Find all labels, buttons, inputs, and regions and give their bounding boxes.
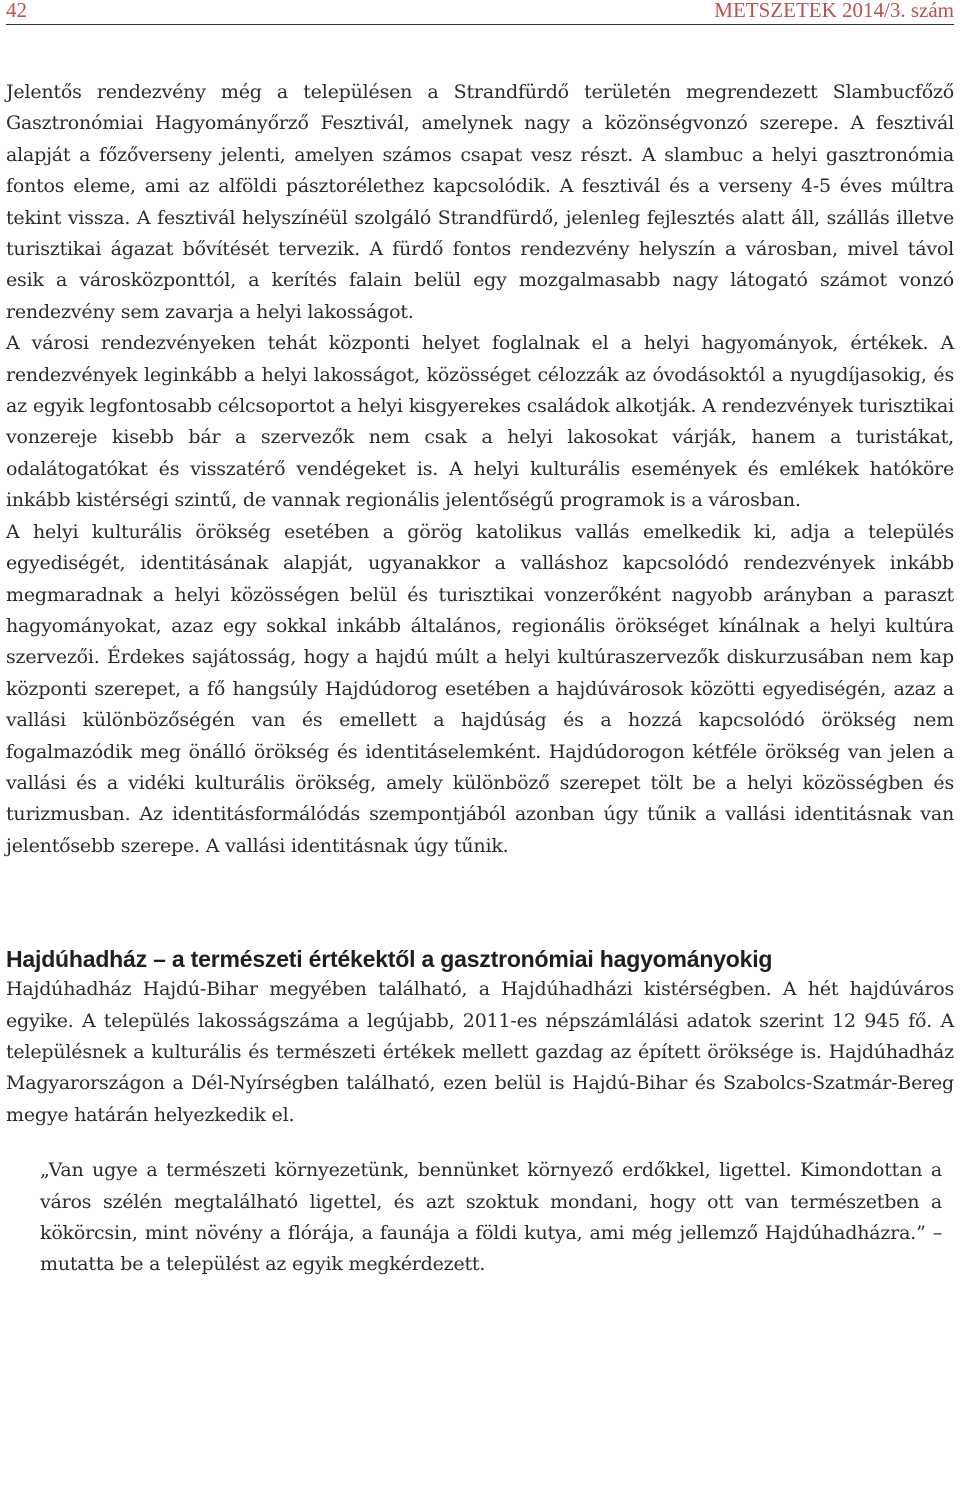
paragraph-cultural-heritage: A helyi kulturális örökség esetében a görög katolikus vallás emelkedik ki, adja a település egyediségét, identitásának alapját, ugyanakkor a valláshoz kapcsolódó rendezvények inkább megmaradnak a helyi közösségen belül és turisztikai vonzerőként nagyobb arányban a paraszt hagyományokat, azaz egy sokkal inkább általános, regionális örökséget kínálnak a helyi kultúra szervezői. Érdekes sajátosság, hogy a hajdú múlt a helyi kultúraszervezők diskurzusában nem kap központi szerepet, a fő hangsúly Hajdúdorog esetében a hajdúvárosok közötti egyediségén, azaz a vallási különbözőségén van és emellett a hajdúság és a hozzá kapcsolódó örökség nem fogalmazódik meg önálló örökség és identitáselemként. Hajdúdorogon kétféle örökség van jelen a vallási és a vidéki kulturális örökség, amely különböző szerepet tölt be a helyi közösségben és turizmusban. Az identitásformálódás szempontjából azonban úgy tűnik a vallási identitásnak van jelentősebb szerepe. A vallási identitásnak úgy tűnik.: [6, 520, 954, 857]
section-heading: Hajdúhadház – a természeti értékektől a gasztronómiai hagyományokig: [6, 946, 773, 973]
paragraph-city-events: A városi rendezvényeken tehát központi helyet foglalnak el a helyi hagyományok, értékek. A rendezvények leginkább a helyi lakosságot, közösséget célozzák az óvodásoktól a nyugdíjasokig, és az egyik legfontosabb célcsoportot a helyi kisgyerekes családok alkotják. A rendezvények turisztikai vonzereje kisebb bár a szervezők nem csak a helyi lakosokat várják, hanem a turistákat, odalátogatókat és visszatérő vendégeket is. A helyi kulturális események és emlékek hatóköre inkább kistérségi szintű, de vannak regionális jelentőségű programok is a városban.: [6, 332, 954, 512]
paragraph-hajduhadhaz-intro: Hajdúhadház Hajdú-Bihar megyében található, a Hajdúhadházi kistérségben. A hét hajdúváros egyike. A település lakosságszáma a legújabb, 2011-es népszámlálási adatok szerint 12 945 fő. A településnek a kulturális és természeti értékek mellett gazdag az épített öröksége is. Hajdúhadház Magyarországon a Dél-Nyírségben található, ezen belül is Hajdú-Bihar és Szabolcs-Szatmár-Bereg megye határán helyezkedik el.: [6, 978, 954, 1126]
running-header: [6, 0, 954, 25]
paragraph-festival: Jelentős rendezvény még a településen a Strandfürdő területén megrendezett Slambucfőző Gasztronómiai Hagyományőrző Fesztivál, amelynek nagy a közönségvonzó szerepe. A fesztivál alapját a főzőverseny jelenti, amelyen számos csapat vesz részt. A slambuc a helyi gasztronómia fontos eleme, ami az alföldi pásztorélethez kapcsolódik. A fesztivál és a verseny 4-5 éves múltra tekint vissza. A fesztivál helyszínéül szolgáló Strandfürdő, jelenleg fejlesztés alatt áll, szállás illetve turisztikai ágazat bővítését tervezik. A fürdő fontos rendezvény helyszín a városban, mivel távol esik a városközponttól, a kerítés falain belül egy mozgalmasabb nagy látogató számot vonzó rendezvény sem zavarja a helyi lakosságot.: [6, 81, 954, 323]
article-body: [6, 77, 954, 1131]
page-number: 42: [6, 0, 27, 22]
journal-title: METSZETEK 2014/3. szám: [714, 0, 954, 22]
interview-quote: „Van ugye a természeti környezetünk, bennünket környező erdőkkel, ligettel. Kimondottan a város szélén megtalálható ligettel, és azt szoktuk mondani, hogy ott van természetben a kökörcsin, mint növény a flórája, a faunája a földi kutya, ami még jellemző Hajdúhadházra.” – mutatta be a települést az egyik megkérdezett.: [40, 1159, 942, 1276]
